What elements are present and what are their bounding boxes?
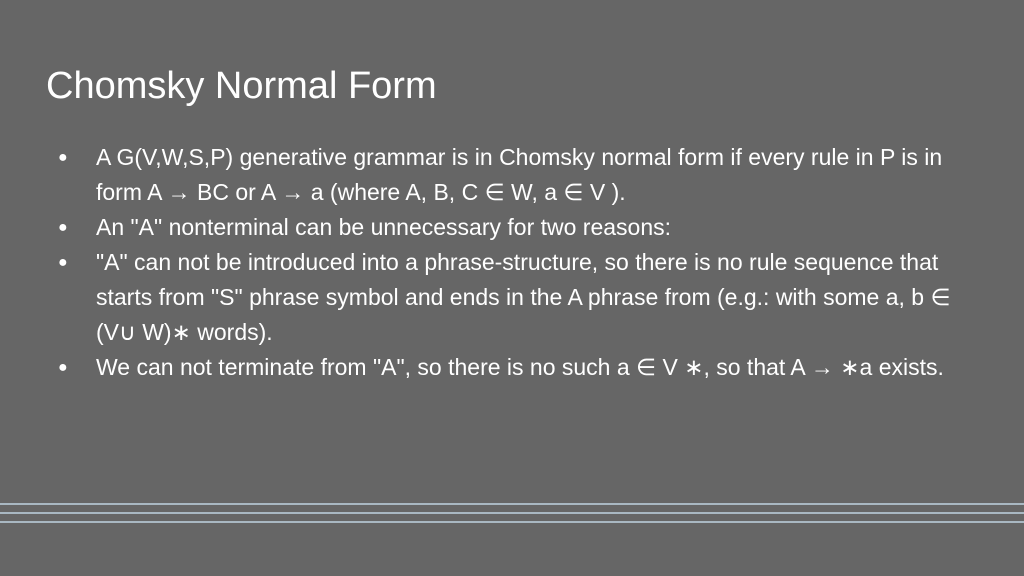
slide-title: Chomsky Normal Form	[46, 65, 437, 107]
footer-divider	[0, 512, 1024, 514]
bullet-item	[58, 140, 978, 210]
bullet-dot-icon: ●	[58, 149, 68, 166]
bullet-item	[58, 245, 978, 350]
bullet-dot-icon: ●	[58, 254, 68, 271]
footer-divider	[0, 503, 1024, 505]
bullet-item	[58, 210, 978, 245]
bullet-text: An "A" nonterminal can be unnecessary for two reasons:	[96, 214, 672, 240]
bullet-list	[58, 140, 978, 385]
bullet-text: "A" can not be introduced into a phrase-structure, so there is no rule sequence that starts from "S" phrase symbol and ends in the A phrase from (e.g.: with some a, b ∈ (V∪ W)∗ words).	[96, 249, 951, 345]
bullet-item	[58, 350, 978, 385]
bullet-text: We can not terminate from "A", so there is no such a ∈ V ∗, so that A → ∗a exists.	[96, 354, 944, 380]
footer-divider	[0, 521, 1024, 523]
bullet-text: A G(V,W,S,P) generative grammar is in Chomsky normal form if every rule in P is in form A → BC or A → a (where A, B, C ∈ W, a ∈ V ).	[96, 144, 943, 205]
bullet-dot-icon: ●	[58, 219, 68, 236]
bullet-dot-icon: ●	[58, 359, 68, 376]
